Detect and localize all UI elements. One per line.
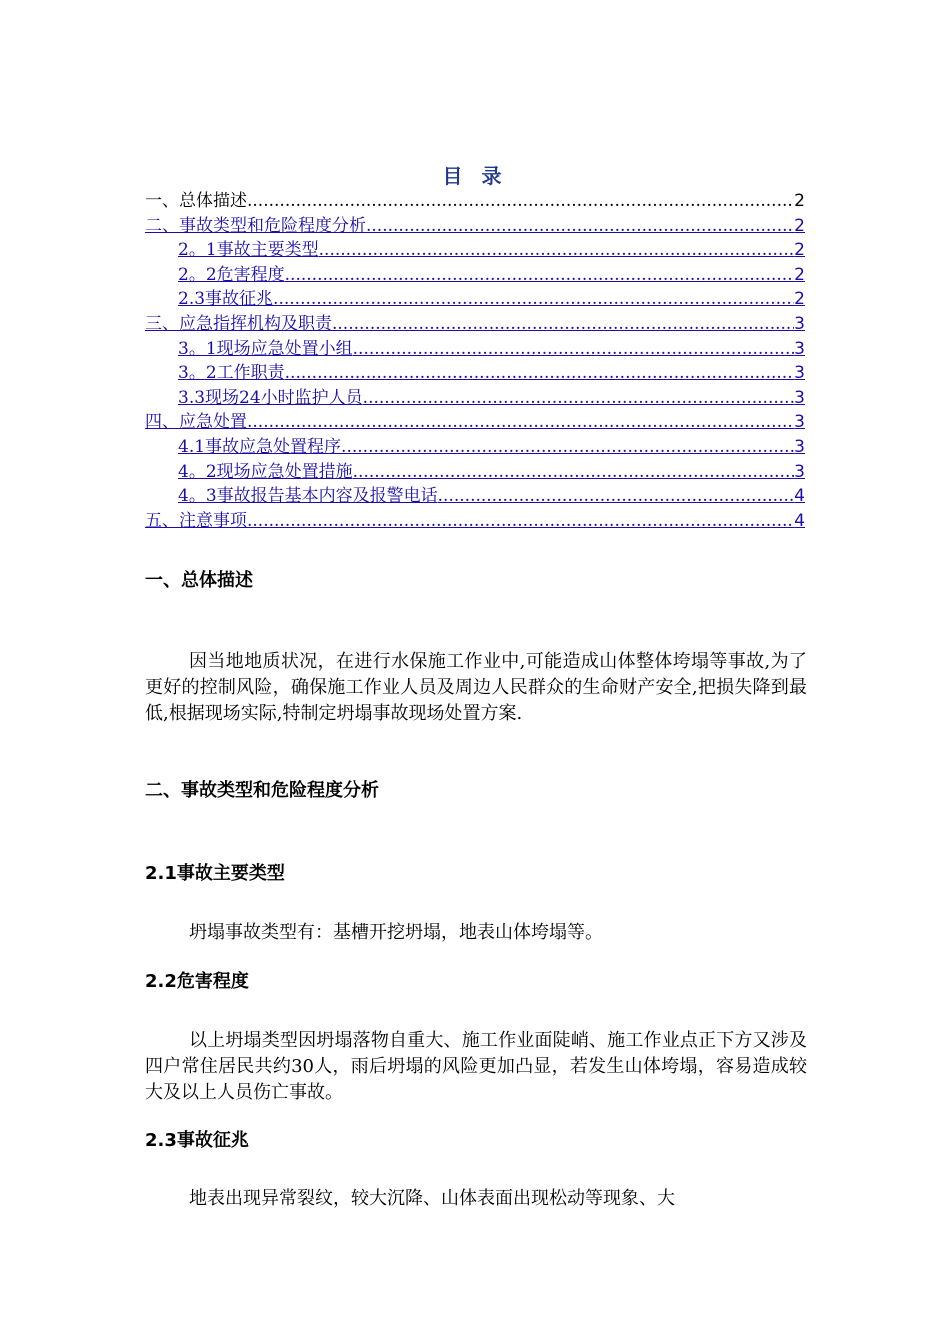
toc-leader-dots [332, 312, 794, 337]
toc-entry-1[interactable] [145, 189, 805, 214]
table-of-contents [145, 189, 805, 533]
toc-entry-label: 五、注意事项 [145, 510, 247, 531]
toc-entry-page: 3 [794, 461, 805, 482]
toc-entry-label: 3。2工作职责 [178, 363, 285, 384]
toc-entry-label: 3.3现场24小时监护人员 [178, 387, 363, 408]
toc-entry-label: 2。2危害程度 [178, 264, 285, 285]
toc-entry-2-3[interactable] [145, 287, 805, 312]
toc-leader-dots [438, 484, 795, 509]
toc-entry-label: 4。2现场应急处置措施 [178, 461, 353, 482]
toc-entry-label: 三、应急指挥机构及职责 [145, 313, 332, 334]
section-1-paragraph: 因当地地质状况，在进行水保施工作业中,可能造成山体整体垮塌等事故,为了更好的控制风险，确保施工作业人员及周边人民群众的生命财产安全,把损失降到最低,根据现场实际,特制定坍塌事故现场处置方案. [145, 651, 807, 724]
toc-entry-label: 2。1事故主要类型 [178, 240, 319, 261]
toc-leader-dots [285, 361, 795, 386]
toc-entry-page: 3 [794, 363, 805, 384]
toc-leader-dots [247, 189, 794, 214]
toc-entry-label: 二、事故类型和危险程度分析 [145, 215, 366, 236]
toc-leader-dots [353, 460, 795, 485]
toc-entry-page: 2 [794, 191, 805, 211]
toc-leader-dots [247, 509, 794, 534]
section-1-heading: 一、总体描述 [145, 570, 253, 591]
toc-title: 目 录 [442, 164, 508, 188]
section-2-heading: 二、事故类型和危险程度分析 [145, 780, 379, 801]
toc-entry-page: 2 [794, 240, 805, 261]
toc-entry-page: 4 [794, 486, 805, 507]
toc-entry-3[interactable] [145, 312, 805, 337]
section-2-3-heading: 2.3事故征兆 [145, 1130, 249, 1151]
toc-entry-label: 一、总体描述 [145, 191, 247, 211]
toc-entry-2-2[interactable] [145, 263, 805, 288]
section-2-1-paragraph: 坍塌事故类型有：基槽开挖坍塌，地表山体垮塌等。 [189, 922, 603, 943]
toc-entry-page: 2 [794, 289, 805, 310]
toc-entry-page: 3 [794, 412, 805, 433]
toc-leader-dots [319, 238, 795, 263]
toc-leader-dots [285, 263, 795, 288]
toc-leader-dots [341, 435, 794, 460]
toc-leader-dots [353, 337, 795, 362]
toc-entry-label: 4。3事故报告基本内容及报警电话 [178, 486, 438, 507]
toc-entry-2[interactable] [145, 214, 805, 239]
toc-entry-2-1[interactable] [145, 238, 805, 263]
toc-leader-dots [247, 410, 794, 435]
toc-leader-dots [363, 386, 795, 411]
toc-entry-4[interactable] [145, 410, 805, 435]
toc-entry-page: 3 [794, 387, 805, 408]
toc-entry-4-3[interactable] [145, 484, 805, 509]
section-2-2-heading: 2.2危害程度 [145, 971, 249, 992]
toc-leader-dots [366, 214, 794, 239]
toc-entry-page: 4 [794, 510, 805, 531]
toc-entry-page: 3 [794, 313, 805, 334]
toc-entry-label: 四、应急处置 [145, 412, 247, 433]
toc-entry-page: 3 [794, 436, 805, 457]
toc-entry-5[interactable] [145, 509, 805, 534]
section-2-2-paragraph: 以上坍塌类型因坍塌落物自重大、施工作业面陡峭、施工作业点正下方又涉及四户常住居民共约30人，雨后坍塌的风险更加凸显，若发生山体垮塌，容易造成较大及以上人员伤亡事故。 [145, 1030, 807, 1103]
section-2-3-paragraph: 地表出现异常裂纹，较大沉降、山体表面出现松动等现象、大 [189, 1188, 675, 1209]
toc-entry-4-2[interactable] [145, 460, 805, 485]
toc-entry-3-3[interactable] [145, 386, 805, 411]
toc-entry-3-2[interactable] [145, 361, 805, 386]
toc-entry-label: 4.1事故应急处置程序 [178, 436, 342, 457]
toc-entry-page: 3 [794, 338, 805, 359]
toc-entry-page: 2 [794, 264, 805, 285]
toc-leader-dots [273, 287, 794, 312]
toc-entry-label: 2.3事故征兆 [178, 289, 274, 310]
toc-entry-page: 2 [794, 215, 805, 236]
toc-entry-3-1[interactable] [145, 337, 805, 362]
section-2-1-heading: 2.1事故主要类型 [145, 863, 285, 884]
toc-entry-4-1[interactable] [145, 435, 805, 460]
toc-entry-label: 3。1现场应急处置小组 [178, 338, 353, 359]
